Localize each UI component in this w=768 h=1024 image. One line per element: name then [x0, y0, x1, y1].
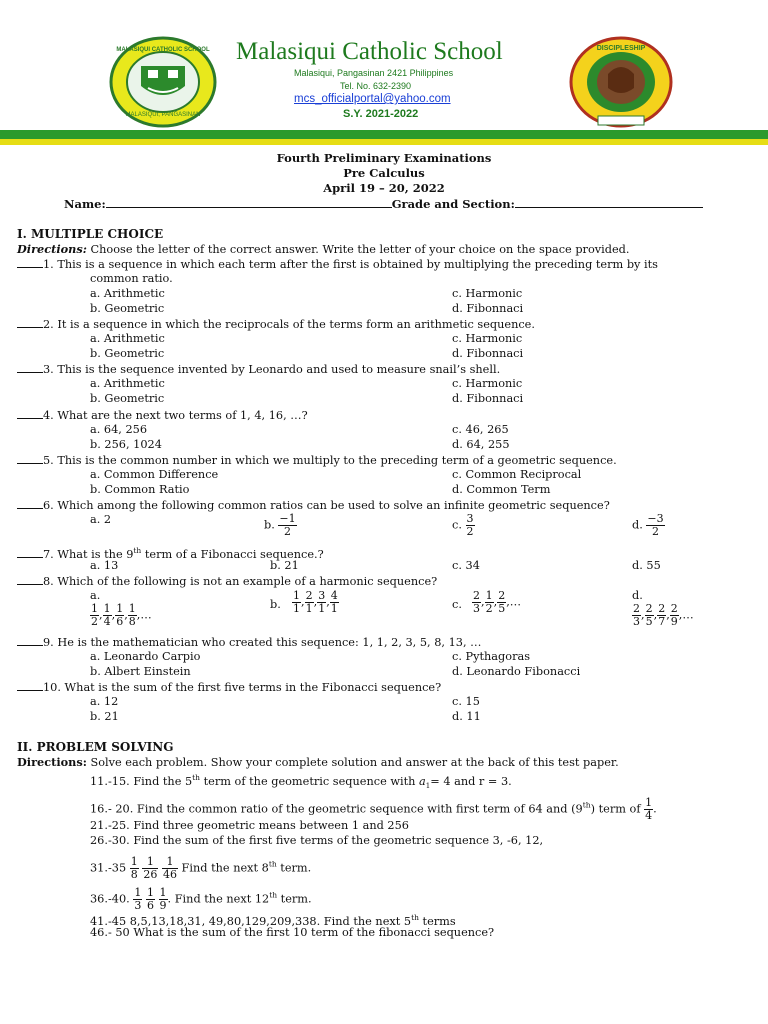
school-address: Malasiqui, Pangasinan 2421 Philippines [294, 68, 454, 78]
right-discipleship-seal [568, 36, 674, 128]
option-c: c. 34 [452, 559, 480, 572]
option-d: d. 55 [632, 559, 661, 572]
fraction: $\frac{2}{5}$ [498, 589, 506, 615]
fraction: $\frac{4}{1}$ [330, 589, 338, 615]
svg-text:MALASIQUI, PANGASINAN: MALASIQUI, PANGASINAN [125, 112, 201, 118]
fraction: $\frac{2}{5}$ [645, 602, 653, 628]
school-tel: Tel. No. 632-2390 [340, 81, 412, 91]
answer-blank[interactable] [17, 498, 43, 509]
header-band-yellow [0, 139, 768, 145]
problem-41-45: 41.-45 8,5,13,18,31, 49,80,129,209,338. Find the next 5th terms [90, 913, 456, 928]
fraction: $\frac{1}{9}$ [159, 886, 167, 912]
option-b: b. 21 [90, 710, 119, 723]
fraction: $\frac{2}{7}$ [658, 602, 666, 628]
fraction: $\frac{1}{46}$ [162, 855, 177, 881]
option-a: a. Arithmetic [90, 332, 165, 345]
option-c: c. Common Reciprocal [452, 468, 582, 481]
answer-blank[interactable] [17, 680, 43, 691]
option-c-label: c. [452, 598, 462, 611]
question-1-cont: common ratio. [90, 272, 173, 285]
problem-36-40: 36.-40. $\frac{1}{3}$ $\frac{1}{6}$ $\frac{1}{9}$ . Find the next 12th term. [90, 886, 312, 912]
option-a-fracs: $\frac{1}{2}$ , $\frac{1}{4}$ , $\frac{1}{6}$ , $\frac{1}{8}$ ,… [91, 602, 152, 628]
option-b-fracs: $\frac{1}{1}$ , $\frac{2}{1}$ , $\frac{3}{1}$ , $\frac{4}{1}$ [293, 589, 338, 615]
school-email-link[interactable]: mcs_officialportal@yahoo.com [294, 93, 451, 105]
ellipsis: ,… [678, 608, 694, 622]
fraction: $\frac{1}{4}$ [103, 602, 111, 628]
option-a: a. Leonardo Carpio [90, 650, 201, 663]
fraction: $\frac{2}{9}$ [670, 602, 678, 628]
problem-26-30: 26.-30. Find the sum of the first five terms of the geometric sequence 3, -6, 12, [90, 834, 544, 847]
option-c-fracs: $\frac{2}{3}$ , $\frac{1}{2}$ , $\frac{2}{5}$ ,… [473, 589, 522, 615]
svg-text:MALASIQUI CATHOLIC SCHOOL: MALASIQUI CATHOLIC SCHOOL [116, 47, 210, 53]
problem-46-50: 46.- 50 What is the sum of the first 10 term of the fibonacci sequence? [90, 926, 495, 939]
option-a: a. 12 [90, 695, 119, 708]
answer-blank[interactable] [17, 547, 43, 558]
option-d-label: d. [632, 589, 643, 602]
option-c: c. Pythagoras [452, 650, 531, 663]
answer-blank[interactable] [17, 408, 43, 419]
exam-date: April 19 – 20, 2022 [323, 181, 445, 195]
part2-directions: Directions: Solve each problem. Show your complete solution and answer at the back of this test paper. [17, 755, 619, 769]
question-8: 8. Which of the following is not an example of a harmonic sequence? [17, 574, 437, 589]
exam-title: Fourth Preliminary Examinations [276, 151, 492, 165]
question-4: 4. What are the next two terms of 1, 4, 16, …? [17, 408, 308, 423]
fraction: $\frac{1}{2}$ [91, 602, 98, 628]
option-c: c. Harmonic [452, 287, 523, 300]
header-band-green [0, 130, 768, 139]
option-d: d. Leonardo Fibonacci [452, 665, 581, 678]
option-c: c. 15 [452, 695, 480, 708]
school-year: S.Y. 2021-2022 [343, 108, 419, 120]
option-d: d. Fibonnaci [452, 347, 524, 360]
option-d: d. Fibonnaci [452, 302, 524, 315]
fraction: $\frac{1}{3}$ [134, 886, 142, 912]
question-2: 2. It is a sequence in which the reciprocals of the terms form an arithmetic sequence. [17, 317, 535, 332]
answer-blank[interactable] [17, 574, 43, 585]
option-c: c. Harmonic [452, 332, 523, 345]
fraction: $\frac{1}{6}$ [116, 602, 124, 628]
question-5: 5. This is the common number in which we multiply to the preceding term of a geometric sequence. [17, 453, 617, 468]
option-b: b. Geometric [90, 392, 165, 405]
answer-blank[interactable] [17, 257, 43, 268]
fraction: $\frac{2}{3}$ [473, 589, 480, 615]
option-d: d. Fibonnaci [452, 392, 524, 405]
option-c: c. Harmonic [452, 377, 523, 390]
part1-directions: Directions: Choose the letter of the correct answer. Write the letter of your choice on the space provided. [17, 242, 630, 256]
option-c: c. 46, 265 [452, 423, 509, 436]
fraction: $\frac{1}{6}$ [146, 886, 154, 912]
fraction: $\frac{3}{1}$ [318, 589, 326, 615]
part2-heading: II. PROBLEM SOLVING [17, 740, 174, 754]
grade-blank[interactable] [515, 197, 703, 208]
name-grade-row [64, 197, 703, 211]
left-school-seal [108, 36, 218, 128]
option-a: a. 2 [90, 513, 112, 526]
fraction: $\frac{1}{26}$ [143, 855, 158, 881]
option-b: b. Geometric [90, 302, 165, 315]
name-label: Name: [64, 197, 106, 211]
fraction: $\frac{1}{2}$ [485, 589, 493, 615]
problem-31-35-fracs [130, 855, 178, 881]
option-a: a. Common Difference [90, 468, 219, 481]
name-blank[interactable] [106, 197, 392, 208]
exam-subject: Pre Calculus [343, 166, 425, 180]
option-a: a. 64, 256 [90, 423, 148, 436]
option-a-label: a. [90, 589, 101, 602]
fraction: $\frac{1}{8}$ [128, 602, 136, 628]
problem-31-35: 31.-35 $\frac{1}{8}$ $\frac{1}{26}$ $\frac{1}{46}$ Find the next 8th term. [90, 855, 312, 881]
answer-blank[interactable] [17, 362, 43, 373]
fraction: $\frac{1}{8}$ [130, 855, 138, 881]
option-c: c. $\frac{3}{2}$ [452, 512, 474, 538]
fraction: $\frac{1}{1}$ [293, 589, 300, 615]
option-b: b. 21 [270, 559, 299, 572]
ellipsis: ,… [136, 608, 152, 622]
option-a: a. 13 [90, 559, 119, 572]
option-d: d. 11 [452, 710, 481, 723]
answer-blank[interactable] [17, 317, 43, 328]
problem-36-40-fracs [133, 886, 167, 912]
question-3: 3. This is the sequence invented by Leonardo and used to measure snail’s shell. [17, 362, 500, 377]
fraction: $\frac{2}{3}$ [633, 602, 640, 628]
option-d: d. 64, 255 [452, 438, 510, 451]
problem-16-20: 16.- 20. Find the common ratio of the geometric sequence with first term of 64 and (9th) term of $\frac{1}{4}$ . [90, 796, 657, 822]
grade-label: Grade and Section: [391, 197, 515, 211]
answer-blank[interactable] [17, 635, 43, 646]
svg-text:DISCIPLESHIP: DISCIPLESHIP [596, 45, 646, 52]
option-b: b. Common Ratio [90, 483, 190, 496]
question-10: 10. What is the sum of the first five terms in the Fibonacci sequence? [17, 680, 441, 695]
problem-21-25: 21.-25. Find three geometric means between 1 and 256 [90, 819, 409, 832]
question-1: 1. This is a sequence in which each term after the first is obtained by multiplying the preceding term by its [17, 257, 658, 272]
option-d: d. Common Term [452, 483, 551, 496]
option-b: b. Albert Einstein [90, 665, 191, 678]
answer-blank[interactable] [17, 453, 43, 464]
option-b-label: b. [270, 598, 281, 611]
option-b: b. Geometric [90, 347, 165, 360]
problem-11-15: 11.-15. Find the 5th term of the geometric sequence with $a_1= 4$ and r = 3. [90, 773, 512, 791]
fraction: $\frac{2}{1}$ [305, 589, 313, 615]
school-name: Malasiqui Catholic School [236, 38, 503, 65]
question-6: 6. Which among the following common ratios can be used to solve an infinite geometric sequence? [17, 498, 610, 513]
option-b: b. $\frac{-1}{2}$ [264, 512, 296, 538]
option-d: d. $\frac{-3}{2}$ [632, 512, 664, 538]
option-b: b. 256, 1024 [90, 438, 162, 451]
question-9: 9. He is the mathematician who created this sequence: 1, 1, 2, 3, 5, 8, 13, … [17, 635, 481, 650]
part1-heading: I. MULTIPLE CHOICE [17, 227, 164, 241]
ellipsis: ,… [506, 595, 522, 609]
question-7: 7. What is the 9th term of a Fibonacci sequence.? [17, 544, 324, 562]
option-a: a. Arithmetic [90, 377, 165, 390]
option-d-fracs: $\frac{2}{3}$ , $\frac{2}{5}$ , $\frac{2}{7}$ , $\frac{2}{9}$ ,… [633, 602, 694, 628]
option-a: a. Arithmetic [90, 287, 165, 300]
